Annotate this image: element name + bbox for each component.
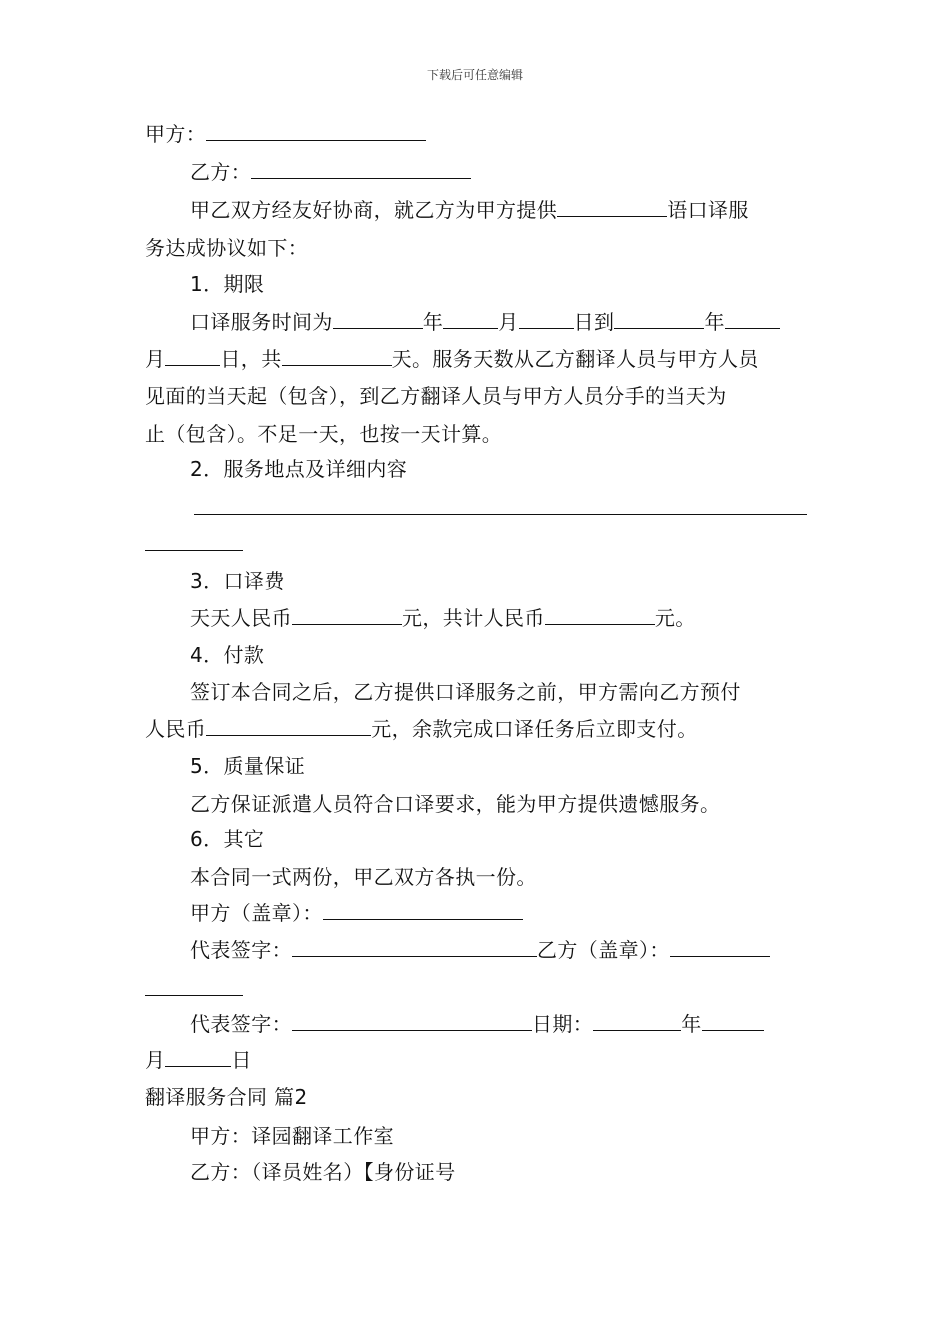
service-detail-blank-2[interactable] bbox=[145, 550, 243, 551]
date-label: 日期： bbox=[532, 1012, 594, 1036]
language-blank[interactable] bbox=[557, 196, 667, 217]
month-label: 月 bbox=[498, 310, 519, 334]
total-fee-blank[interactable] bbox=[545, 604, 655, 625]
party-a-line bbox=[145, 116, 810, 153]
party-a-label: 甲方： bbox=[145, 122, 207, 146]
term-text: 口译服务时间为 bbox=[190, 310, 333, 334]
intro-text-2: 语口译服 bbox=[667, 198, 749, 222]
party-a-blank[interactable] bbox=[206, 120, 426, 141]
total-days-blank[interactable] bbox=[282, 345, 392, 366]
day-label: 日 bbox=[231, 1048, 252, 1072]
date-year-blank[interactable] bbox=[593, 1010, 681, 1031]
to-label: 日到 bbox=[573, 310, 615, 334]
section-5-heading: 5．质量保证 bbox=[190, 754, 306, 778]
intro-text-1: 甲乙双方经友好协商，就乙方为甲方提供 bbox=[190, 198, 558, 222]
term-line-2 bbox=[145, 341, 810, 378]
contract-2-heading: 翻译服务合同 篇2 bbox=[145, 1085, 308, 1109]
contract-2-title bbox=[145, 1079, 810, 1116]
term-line-1 bbox=[145, 304, 855, 341]
term-line-3 bbox=[145, 378, 810, 415]
seal-a-blank[interactable] bbox=[323, 899, 523, 920]
section-1-heading: 1．期限 bbox=[190, 272, 265, 296]
date-day-blank[interactable] bbox=[165, 1046, 231, 1067]
section-1-title bbox=[145, 266, 855, 303]
term-text-4: 止（包含）。不足一天，也按一天计算。 bbox=[145, 422, 503, 446]
section-5-title bbox=[145, 748, 855, 785]
rep-sign-b-blank[interactable] bbox=[292, 1010, 532, 1031]
sign-a-line bbox=[145, 895, 855, 932]
start-month-blank[interactable] bbox=[443, 308, 498, 329]
prepay-label: 人民币 bbox=[145, 717, 207, 741]
rep-sign-line-2 bbox=[145, 1006, 855, 1043]
party-b-label: 乙方： bbox=[190, 160, 252, 184]
rep-sign-a-blank[interactable] bbox=[292, 936, 537, 957]
section-4-title bbox=[145, 637, 855, 674]
service-detail-blank-1[interactable] bbox=[194, 514, 807, 515]
seal-b-label: 乙方（盖章）： bbox=[537, 938, 670, 962]
section-6-heading: 6．其它 bbox=[190, 827, 265, 851]
fee-unit: 元。 bbox=[654, 606, 696, 630]
payment-text-1: 签订本合同之后，乙方提供口译服务之前，甲方需向乙方预付 bbox=[190, 680, 741, 704]
section-3-heading: 3．口译费 bbox=[190, 569, 285, 593]
other-line bbox=[145, 859, 855, 896]
year-label: 年 bbox=[422, 310, 444, 334]
other-text: 本合同一式两份，甲乙双方各执一份。 bbox=[190, 865, 537, 889]
payment-text-2: 元，余款完成口译任务后立即支付。 bbox=[371, 717, 698, 741]
start-day-blank[interactable] bbox=[519, 308, 574, 329]
section-2-heading: 2．服务地点及详细内容 bbox=[190, 457, 408, 481]
payment-line-1 bbox=[145, 674, 855, 711]
month-label: 月 bbox=[145, 1048, 166, 1072]
start-year-blank[interactable] bbox=[333, 308, 423, 329]
intro-text-3: 务达成协议如下： bbox=[145, 236, 309, 260]
quality-text: 乙方保证派遣人员符合口译要求，能为甲方提供遗憾服务。 bbox=[190, 792, 721, 816]
fee-line bbox=[145, 600, 855, 637]
end-year-blank[interactable] bbox=[614, 308, 704, 329]
total-fee-label: 元，共计人民币 bbox=[402, 606, 545, 630]
quality-line bbox=[145, 786, 855, 823]
daily-fee-label: 天天人民币 bbox=[190, 606, 292, 630]
party-b-line bbox=[145, 154, 855, 191]
contract-2-party-b-text: 乙方：（译员姓名）【身份证号 bbox=[190, 1160, 456, 1184]
seal-b-blank-cont[interactable] bbox=[145, 995, 243, 996]
intro-line-2 bbox=[145, 230, 810, 267]
section-6-title bbox=[145, 821, 855, 858]
prepay-blank[interactable] bbox=[206, 715, 371, 736]
contract-2-party-a bbox=[145, 1118, 855, 1155]
total-label: 日，共 bbox=[220, 347, 282, 371]
date-month-blank[interactable] bbox=[702, 1010, 764, 1031]
section-3-title bbox=[145, 563, 855, 600]
payment-line-2 bbox=[145, 711, 810, 748]
month-label: 月 bbox=[145, 347, 166, 371]
party-b-blank[interactable] bbox=[251, 158, 471, 179]
term-line-4 bbox=[145, 416, 810, 453]
date-line-2 bbox=[145, 1042, 810, 1079]
year-label: 年 bbox=[681, 1012, 702, 1036]
seal-b-blank[interactable] bbox=[670, 936, 770, 957]
rep-sign-line-1 bbox=[145, 932, 855, 969]
year-label: 年 bbox=[704, 310, 725, 334]
term-text-2: 天。服务天数从乙方翻译人员与甲方人员 bbox=[391, 347, 759, 371]
page-header-note: 下载后可任意编辑 bbox=[426, 68, 523, 82]
rep-sign-label: 代表签字： bbox=[190, 1012, 292, 1036]
seal-a-label: 甲方（盖章）： bbox=[190, 901, 323, 925]
contract-2-party-a-text: 甲方：译园翻译工作室 bbox=[190, 1124, 394, 1148]
intro-line-1 bbox=[145, 192, 855, 229]
rep-sign-label: 代表签字： bbox=[190, 938, 292, 962]
contract-2-party-b bbox=[145, 1154, 855, 1191]
term-text-3: 见面的当天起（包含），到乙方翻译人员与甲方人员分手的当天为 bbox=[145, 384, 727, 408]
section-2-title bbox=[145, 451, 855, 488]
section-4-heading: 4．付款 bbox=[190, 643, 265, 667]
end-month-blank[interactable] bbox=[725, 308, 780, 329]
daily-fee-blank[interactable] bbox=[292, 604, 402, 625]
end-day-blank[interactable] bbox=[165, 345, 220, 366]
